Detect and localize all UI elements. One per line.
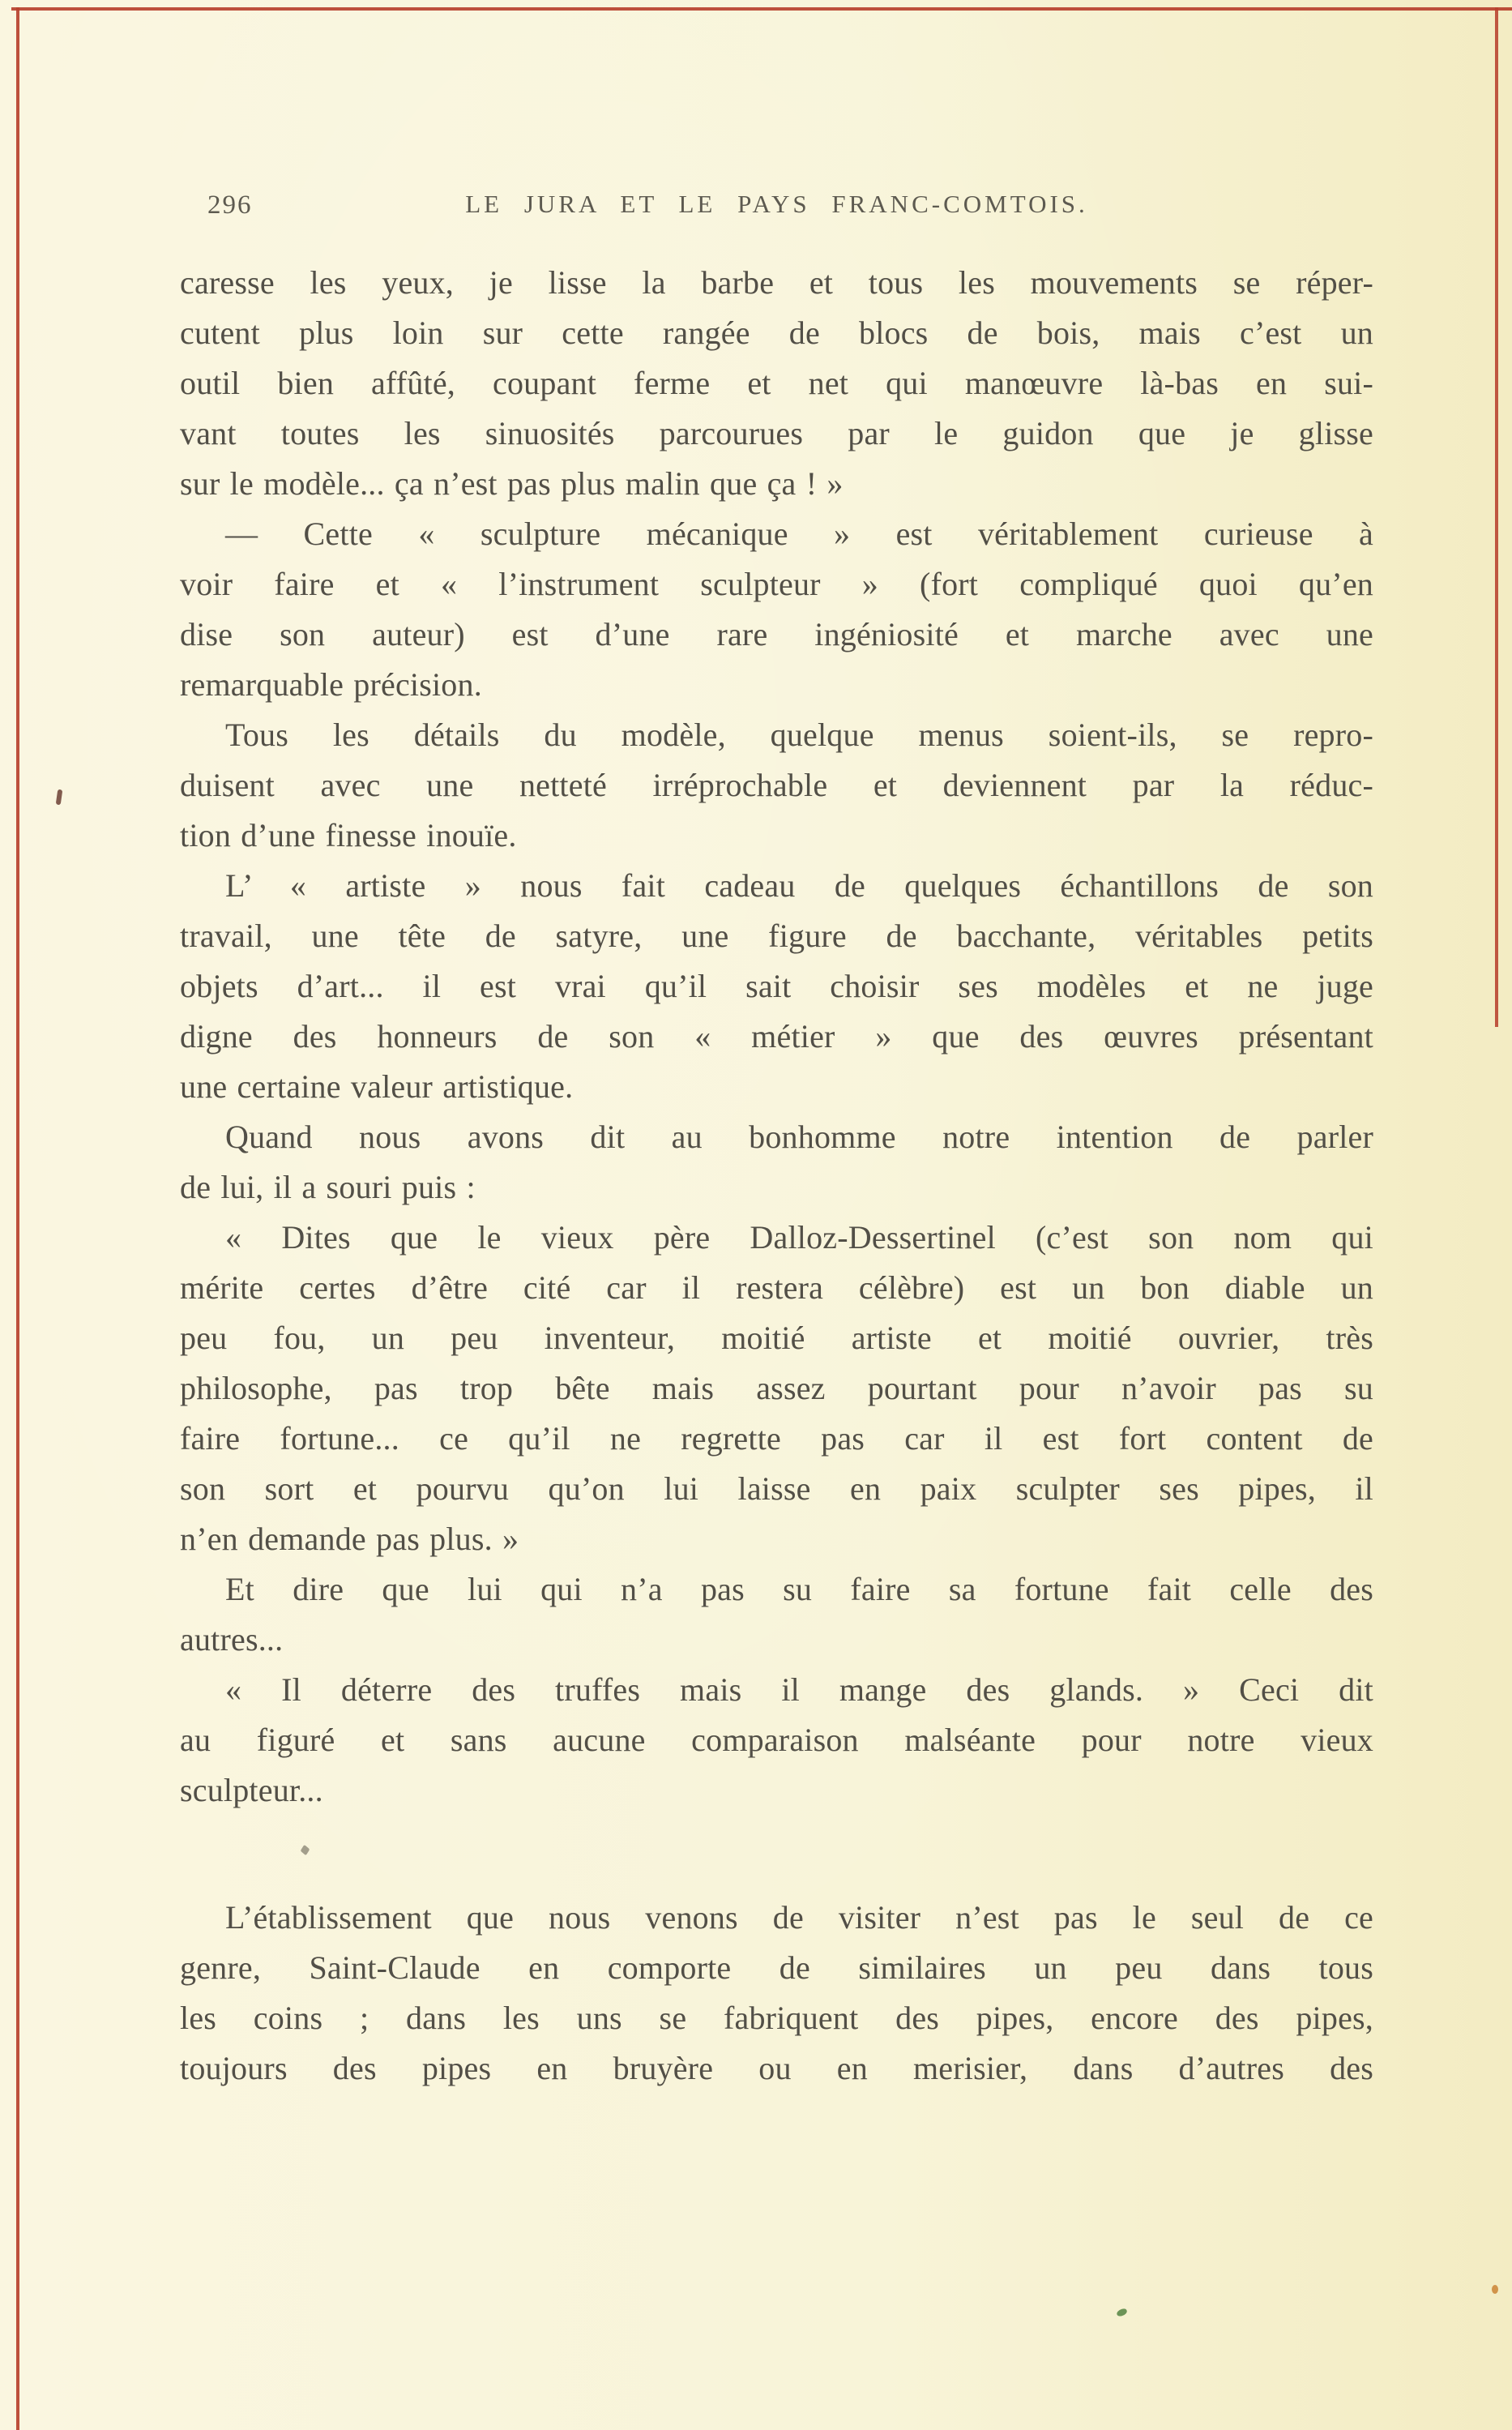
text-line: de lui, il a souri puis : — [180, 1169, 476, 1205]
text-line: dise son auteur) est d’une rare ingéniosité et marche avec une — [180, 616, 1373, 652]
paragraph — [180, 1564, 1373, 1665]
text-line: duisent avec une netteté irréprochable et deviennent par la réduc- — [180, 767, 1373, 803]
paragraph — [180, 1893, 1373, 2094]
scan-border-top-line — [11, 7, 1512, 11]
text-line: remarquable précision. — [180, 666, 482, 703]
text-line: caresse les yeux, je lisse la barbe et tous les mouvements se réper- — [180, 264, 1373, 301]
text-line: L’établissement que nous venons de visiter n’est pas le seul de ce — [225, 1899, 1373, 1936]
text-line: — Cette « sculpture mécanique » est véritablement curieuse à — [225, 516, 1373, 552]
text-line: son sort et pourvu qu’on lui laisse en paix sculpter ses pipes, il — [180, 1470, 1373, 1507]
text-line: Tous les détails du modèle, quelque menus soient-ils, se repro- — [225, 717, 1373, 753]
text-line: toujours des pipes en bruyère ou en merisier, dans d’autres des — [180, 2050, 1373, 2086]
text-line: genre, Saint-Claude en comporte de similaires un peu dans tous — [180, 1949, 1373, 1986]
text-line: « Dites que le vieux père Dalloz-Dessertinel (c’est son nom qui — [225, 1219, 1373, 1256]
text-line: outil bien affûté, coupant ferme et net qui manœuvre là-bas en sui- — [180, 365, 1373, 401]
paragraph — [180, 1665, 1373, 1816]
text-line: une certaine valeur artistique. — [180, 1068, 574, 1105]
text-line: « Il déterre des truffes mais il mange des glands. » Ceci dit — [225, 1671, 1373, 1708]
paragraph — [180, 710, 1373, 861]
orange-speck-mark — [1492, 2285, 1498, 2294]
text-line: tion d’une finesse inouïe. — [180, 817, 517, 853]
text-line: Quand nous avons dit au bonhomme notre intention de parler — [225, 1119, 1373, 1155]
paragraph — [180, 1112, 1373, 1213]
text-line: voir faire et « l’instrument sculpteur » (fort compliqué quoi qu’en — [180, 566, 1373, 602]
text-line: L’ « artiste » nous fait cadeau de quelques échantillons de son — [225, 867, 1373, 904]
text-line: travail, une tête de satyre, une figure de bacchante, véritables petits — [180, 918, 1373, 954]
text-line: autres... — [180, 1621, 284, 1658]
text-line: mérite certes d’être cité car il restera célèbre) est un bon diable un — [180, 1269, 1373, 1306]
text-line: vant toutes les sinuosités parcourues par le guidon que je glisse — [180, 415, 1373, 451]
running-title: LE JURA ET LE PAYS FRANC-COMTOIS. — [465, 190, 1088, 218]
page-number: 296 — [207, 190, 253, 220]
page-header — [180, 190, 1373, 225]
paragraph — [180, 258, 1373, 509]
text-line: cutent plus loin sur cette rangée de blocs de bois, mais c’est un — [180, 314, 1373, 351]
text-line: Et dire que lui qui n’a pas su faire sa fortune fait celle des — [225, 1571, 1373, 1607]
paragraph — [180, 861, 1373, 1112]
text-line: digne des honneurs de son « métier » que des œuvres présentant — [180, 1018, 1373, 1055]
section-gap — [180, 1816, 1373, 1893]
scan-border-left-line — [16, 7, 19, 2430]
text-line: les coins ; dans les uns se fabriquent des pipes, encore des pipes, — [180, 2000, 1373, 2036]
text-line: au figuré et sans aucune comparaison malséante pour notre vieux — [180, 1722, 1373, 1758]
margin-ink-mark — [56, 789, 63, 806]
body-text — [180, 258, 1373, 2094]
text-line: faire fortune... ce qu’il ne regrette pas car il est fort content de — [180, 1420, 1373, 1457]
text-line: n’en demande pas plus. » — [180, 1521, 519, 1557]
scan-border-right-line — [1495, 7, 1498, 1027]
text-line: philosophe, pas trop bête mais assez pourtant pour n’avoir pas su — [180, 1370, 1373, 1406]
text-line: sculpteur... — [180, 1772, 323, 1808]
paragraph — [180, 1213, 1373, 1564]
paragraph — [180, 509, 1373, 710]
separator-ornament — [301, 1845, 310, 1855]
text-line: peu fou, un peu inventeur, moitié artiste et moitié ouvrier, très — [180, 1320, 1373, 1356]
green-speck-mark — [1116, 2308, 1128, 2317]
text-line: objets d’art... il est vrai qu’il sait choisir ses modèles et ne juge — [180, 968, 1373, 1004]
text-line: sur le modèle... ça n’est pas plus malin que ça ! » — [180, 465, 844, 502]
